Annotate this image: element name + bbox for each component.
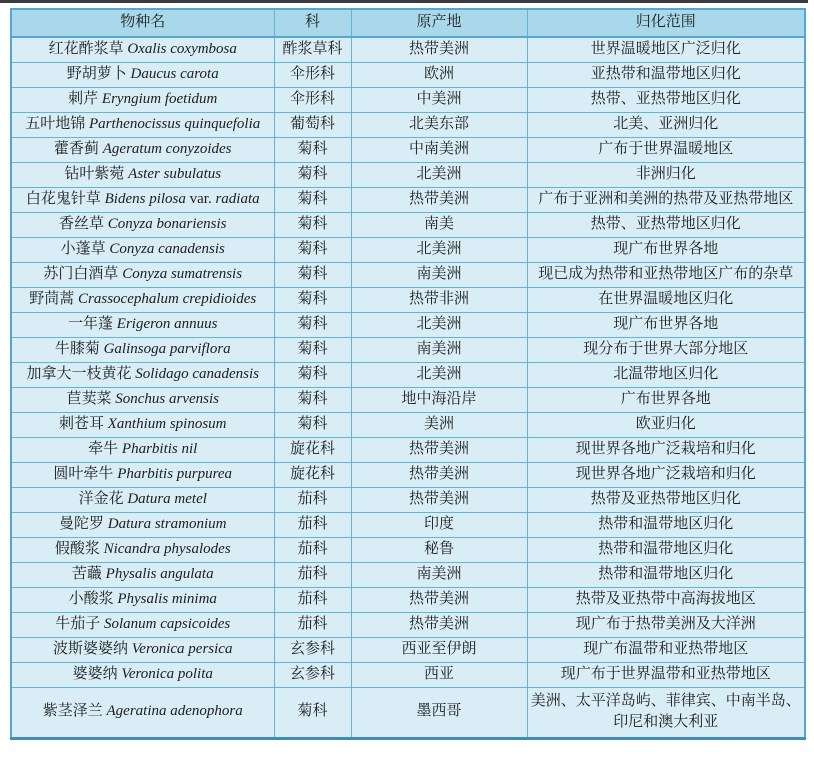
origin-cell: 南美洲 <box>351 262 527 287</box>
table-row <box>11 612 805 637</box>
species-name-cell: 牛茄子 Solanum capsicoides <box>11 612 274 637</box>
species-table-container <box>10 8 804 740</box>
species-table-body <box>11 37 805 738</box>
range-cell: 非洲归化 <box>527 162 805 187</box>
origin-cell: 热带美洲 <box>351 612 527 637</box>
table-header <box>11 9 805 37</box>
range-cell: 现广布温带和亚热带地区 <box>527 637 805 662</box>
species-name-cell: 苦蘵 Physalis angulata <box>11 562 274 587</box>
species-name-cell: 刺苍耳 Xanthium spinosum <box>11 412 274 437</box>
table-row <box>11 37 805 62</box>
range-cell: 现世界各地广泛栽培和归化 <box>527 462 805 487</box>
range-cell: 现世界各地广泛栽培和归化 <box>527 437 805 462</box>
species-name-cell: 牛膝菊 Galinsoga parviflora <box>11 337 274 362</box>
origin-cell: 南美洲 <box>351 337 527 362</box>
family-cell: 茄科 <box>274 537 351 562</box>
origin-cell: 秘鲁 <box>351 537 527 562</box>
family-cell: 菊科 <box>274 362 351 387</box>
species-name-cell: 牵牛 Pharbitis nil <box>11 437 274 462</box>
range-cell: 现广布于世界温带和亚热带地区 <box>527 662 805 687</box>
column-header-species: 物种名 <box>11 9 274 37</box>
origin-cell: 美洲 <box>351 412 527 437</box>
family-cell: 菊科 <box>274 387 351 412</box>
species-name-cell: 藿香蓟 Ageratum conyzoides <box>11 137 274 162</box>
species-name-cell: 加拿大一枝黄花 Solidago canadensis <box>11 362 274 387</box>
origin-cell: 北美洲 <box>351 362 527 387</box>
top-rule-divider <box>0 0 808 3</box>
species-name-cell: 苣荬菜 Sonchus arvensis <box>11 387 274 412</box>
range-cell: 广布于世界温暖地区 <box>527 137 805 162</box>
family-cell: 菊科 <box>274 687 351 738</box>
range-cell: 欧亚归化 <box>527 412 805 437</box>
table-row <box>11 62 805 87</box>
family-cell: 茄科 <box>274 487 351 512</box>
origin-cell: 中南美洲 <box>351 137 527 162</box>
table-row <box>11 237 805 262</box>
range-cell: 在世界温暖地区归化 <box>527 287 805 312</box>
species-name-cell: 洋金花 Datura metel <box>11 487 274 512</box>
family-cell: 茄科 <box>274 612 351 637</box>
species-name-cell: 五叶地锦 Parthenocissus quinquefolia <box>11 112 274 137</box>
range-cell: 热带和温带地区归化 <box>527 537 805 562</box>
table-row <box>11 287 805 312</box>
origin-cell: 西亚 <box>351 662 527 687</box>
species-name-cell: 曼陀罗 Datura stramonium <box>11 512 274 537</box>
table-row <box>11 637 805 662</box>
origin-cell: 中美洲 <box>351 87 527 112</box>
origin-cell: 北美洲 <box>351 162 527 187</box>
family-cell: 葡萄科 <box>274 112 351 137</box>
species-name-cell: 紫茎泽兰 Ageratina adenophora <box>11 687 274 738</box>
species-name-cell: 小酸浆 Physalis minima <box>11 587 274 612</box>
family-cell: 玄参科 <box>274 662 351 687</box>
range-cell: 现广布于热带美洲及大洋洲 <box>527 612 805 637</box>
range-cell: 热带和温带地区归化 <box>527 562 805 587</box>
table-row <box>11 587 805 612</box>
naturalized-species-table <box>10 8 806 740</box>
family-cell: 菊科 <box>274 412 351 437</box>
table-row <box>11 537 805 562</box>
species-name-cell: 婆婆纳 Veronica polita <box>11 662 274 687</box>
table-row <box>11 387 805 412</box>
origin-cell: 印度 <box>351 512 527 537</box>
family-cell: 菊科 <box>274 187 351 212</box>
range-cell: 热带及亚热带中高海拔地区 <box>527 587 805 612</box>
family-cell: 旋花科 <box>274 462 351 487</box>
table-row <box>11 212 805 237</box>
family-cell: 菊科 <box>274 237 351 262</box>
family-cell: 菊科 <box>274 262 351 287</box>
family-cell: 酢浆草科 <box>274 37 351 62</box>
range-cell: 现广布世界各地 <box>527 312 805 337</box>
family-cell: 菊科 <box>274 287 351 312</box>
column-header-range: 归化范围 <box>527 9 805 37</box>
range-cell: 热带及亚热带地区归化 <box>527 487 805 512</box>
species-name-cell: 红花酢浆草 Oxalis coxymbosa <box>11 37 274 62</box>
origin-cell: 热带美洲 <box>351 487 527 512</box>
species-name-cell: 野胡萝卜 Daucus carota <box>11 62 274 87</box>
table-row <box>11 312 805 337</box>
range-cell: 现分布于世界大部分地区 <box>527 337 805 362</box>
table-row <box>11 187 805 212</box>
table-row <box>11 662 805 687</box>
column-header-origin: 原产地 <box>351 9 527 37</box>
table-row <box>11 412 805 437</box>
family-cell: 伞形科 <box>274 62 351 87</box>
range-cell: 北温带地区归化 <box>527 362 805 387</box>
range-cell: 热带、亚热带地区归化 <box>527 87 805 112</box>
species-name-cell: 圆叶牵牛 Pharbitis purpurea <box>11 462 274 487</box>
range-cell: 亚热带和温带地区归化 <box>527 62 805 87</box>
species-name-cell: 钻叶紫菀 Aster subulatus <box>11 162 274 187</box>
family-cell: 茄科 <box>274 562 351 587</box>
species-name-cell: 香丝草 Conyza bonariensis <box>11 212 274 237</box>
table-row <box>11 162 805 187</box>
species-name-cell: 假酸浆 Nicandra physalodes <box>11 537 274 562</box>
origin-cell: 热带美洲 <box>351 462 527 487</box>
table-row <box>11 437 805 462</box>
header-row <box>11 9 805 37</box>
origin-cell: 热带美洲 <box>351 587 527 612</box>
origin-cell: 北美洲 <box>351 237 527 262</box>
range-cell: 世界温暖地区广泛归化 <box>527 37 805 62</box>
origin-cell: 欧洲 <box>351 62 527 87</box>
table-row <box>11 362 805 387</box>
family-cell: 菊科 <box>274 162 351 187</box>
table-row <box>11 512 805 537</box>
family-cell: 伞形科 <box>274 87 351 112</box>
table-row <box>11 112 805 137</box>
family-cell: 茄科 <box>274 512 351 537</box>
range-cell: 北美、亚洲归化 <box>527 112 805 137</box>
range-cell: 现广布世界各地 <box>527 237 805 262</box>
species-name-cell: 一年蓬 Erigeron annuus <box>11 312 274 337</box>
family-cell: 旋花科 <box>274 437 351 462</box>
origin-cell: 北美洲 <box>351 312 527 337</box>
origin-cell: 热带美洲 <box>351 187 527 212</box>
range-cell: 广布世界各地 <box>527 387 805 412</box>
table-row <box>11 137 805 162</box>
range-cell: 现已成为热带和亚热带地区广布的杂草 <box>527 262 805 287</box>
species-name-cell: 小蓬草 Conyza canadensis <box>11 237 274 262</box>
range-cell: 热带和温带地区归化 <box>527 512 805 537</box>
species-name-cell: 刺芹 Eryngium foetidum <box>11 87 274 112</box>
table-row <box>11 687 805 738</box>
family-cell: 菊科 <box>274 337 351 362</box>
table-row <box>11 462 805 487</box>
species-name-cell: 白花鬼针草 Bidens pilosa var. radiata <box>11 187 274 212</box>
species-name-cell: 苏门白酒草 Conyza sumatrensis <box>11 262 274 287</box>
origin-cell: 墨西哥 <box>351 687 527 738</box>
range-cell: 热带、亚热带地区归化 <box>527 212 805 237</box>
family-cell: 茄科 <box>274 587 351 612</box>
family-cell: 玄参科 <box>274 637 351 662</box>
origin-cell: 热带美洲 <box>351 37 527 62</box>
family-cell: 菊科 <box>274 312 351 337</box>
origin-cell: 南美 <box>351 212 527 237</box>
range-cell: 美洲、太平洋岛屿、菲律宾、中南半岛、印尼和澳大利亚 <box>527 687 805 738</box>
origin-cell: 南美洲 <box>351 562 527 587</box>
origin-cell: 热带美洲 <box>351 437 527 462</box>
origin-cell: 地中海沿岸 <box>351 387 527 412</box>
origin-cell: 西亚至伊朗 <box>351 637 527 662</box>
table-row <box>11 487 805 512</box>
family-cell: 菊科 <box>274 212 351 237</box>
table-row <box>11 262 805 287</box>
family-cell: 菊科 <box>274 137 351 162</box>
origin-cell: 热带非洲 <box>351 287 527 312</box>
species-name-cell: 野茼蒿 Crassocephalum crepidioides <box>11 287 274 312</box>
origin-cell: 北美东部 <box>351 112 527 137</box>
table-row <box>11 87 805 112</box>
range-cell: 广布于亚洲和美洲的热带及亚热带地区 <box>527 187 805 212</box>
table-row <box>11 337 805 362</box>
species-name-cell: 波斯婆婆纳 Veronica persica <box>11 637 274 662</box>
column-header-family: 科 <box>274 9 351 37</box>
table-row <box>11 562 805 587</box>
